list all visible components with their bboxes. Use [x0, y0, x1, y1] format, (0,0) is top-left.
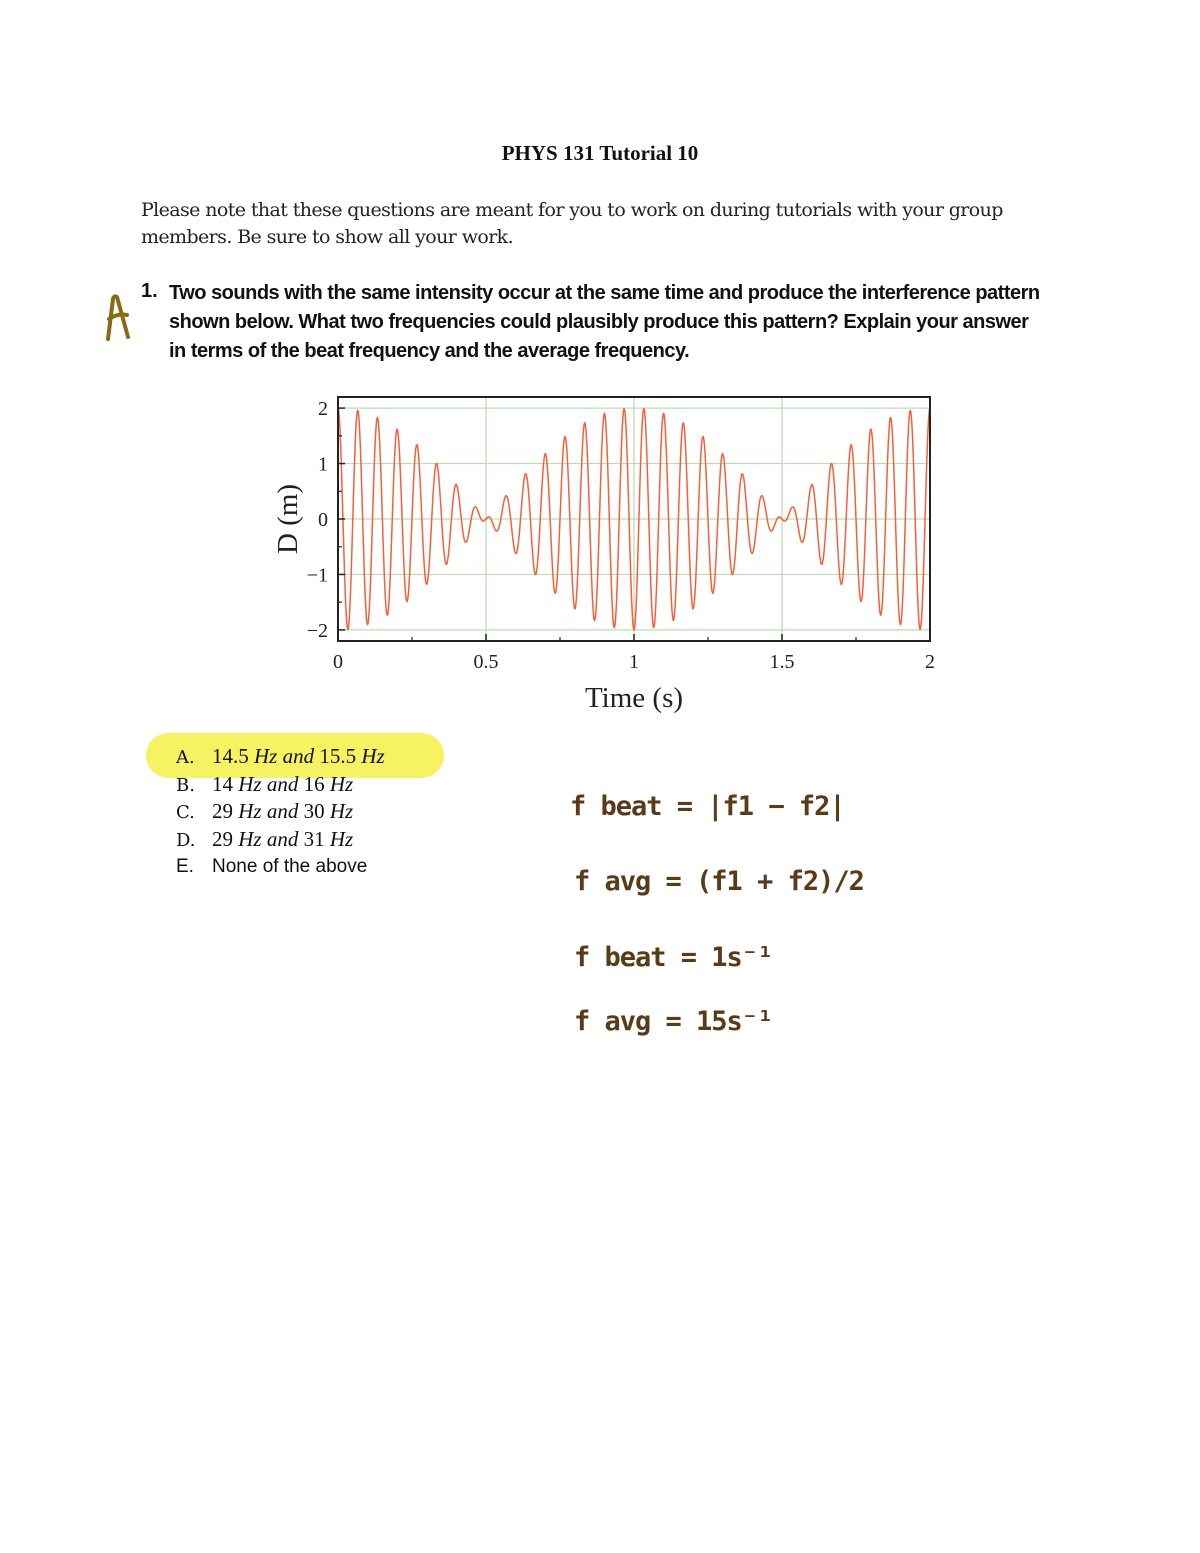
x-tick-label: 2 [925, 651, 935, 673]
choice-unit: Hz [238, 799, 262, 823]
y-tick-label: −1 [306, 564, 328, 587]
page-title: PHYS 131 Tutorial 10 [501, 141, 699, 165]
choice-d[interactable] [176, 826, 385, 854]
margin-annotation-letter [108, 296, 128, 339]
choice-unit: Hz [238, 771, 262, 796]
choice-unit: Hz [361, 744, 385, 768]
choice-e[interactable] [176, 853, 385, 881]
x-tick-label: 0.5 [473, 651, 499, 673]
choice-unit: Hz [329, 799, 354, 823]
choice-joiner: and [266, 799, 299, 823]
x-tick-label: 1.5 [769, 651, 795, 673]
choice-value: 30 [303, 799, 325, 823]
choice-joiner: and [266, 771, 299, 796]
y-tick-label: 0 [318, 509, 328, 531]
choice-value: 14.5 [212, 744, 249, 768]
handwritten-line-beat-formula: f beat = |f1 − f2| [570, 791, 845, 822]
choice-value: 16 [303, 771, 325, 796]
choice-value: 14 [212, 771, 233, 796]
choice-unit: Hz [238, 826, 262, 851]
handwritten-line-avg-formula: f avg = (f1 + f2)/2 [574, 866, 864, 897]
choice-joiner: and [282, 744, 315, 768]
y-tick-label: 1 [318, 453, 328, 476]
y-axis-label: D (m) [272, 483, 304, 555]
choice-text: None of the above [212, 856, 368, 877]
choice-a[interactable] [176, 743, 385, 771]
intro-paragraph: Please note that these questions are meant for you to work on during tutorials with your group members. Be sure to show all your work. [141, 199, 1003, 248]
chart-tick-labels [307, 398, 935, 673]
margin-annotation [103, 293, 133, 341]
choice-letter: E. [176, 856, 194, 877]
x-tick-label: 0 [333, 651, 343, 673]
choice-letter: C. [176, 802, 195, 823]
choice-joiner: and [266, 826, 299, 851]
chart-gridlines [338, 397, 930, 641]
question-number: 1. [141, 280, 158, 302]
handwritten-line-beat-value: f beat = 1s⁻¹ [574, 942, 773, 973]
choice-unit: Hz [254, 744, 278, 768]
choice-value: 15.5 [319, 744, 357, 768]
y-tick-label: 2 [318, 398, 328, 421]
choice-unit: Hz [329, 771, 354, 796]
choice-b[interactable] [176, 771, 385, 799]
choice-value: 29 [212, 826, 233, 851]
y-tick-label: −2 [306, 619, 328, 642]
choice-letter: A. [176, 747, 195, 768]
x-tick-label: 1 [629, 651, 639, 673]
choice-value: 31 [303, 826, 325, 851]
choice-c[interactable] [176, 798, 385, 826]
choice-unit: Hz [329, 826, 354, 851]
handwritten-work [560, 770, 880, 1060]
choice-letter: B. [176, 774, 195, 796]
handwritten-line-avg-value: f avg = 15s⁻¹ [574, 1006, 773, 1037]
x-axis-label: Time (s) [584, 682, 684, 714]
question-text: Two sounds with the same intensity occur at the same time and produce the interference pattern shown below. What two frequencies could plausibly produce this pattern? Explain your answer in terms of the beat frequency and the average frequency. [169, 282, 1040, 362]
answer-choices [176, 743, 385, 881]
choice-letter: D. [176, 829, 196, 851]
choice-value: 29 [212, 799, 233, 823]
interference-chart [255, 385, 955, 725]
